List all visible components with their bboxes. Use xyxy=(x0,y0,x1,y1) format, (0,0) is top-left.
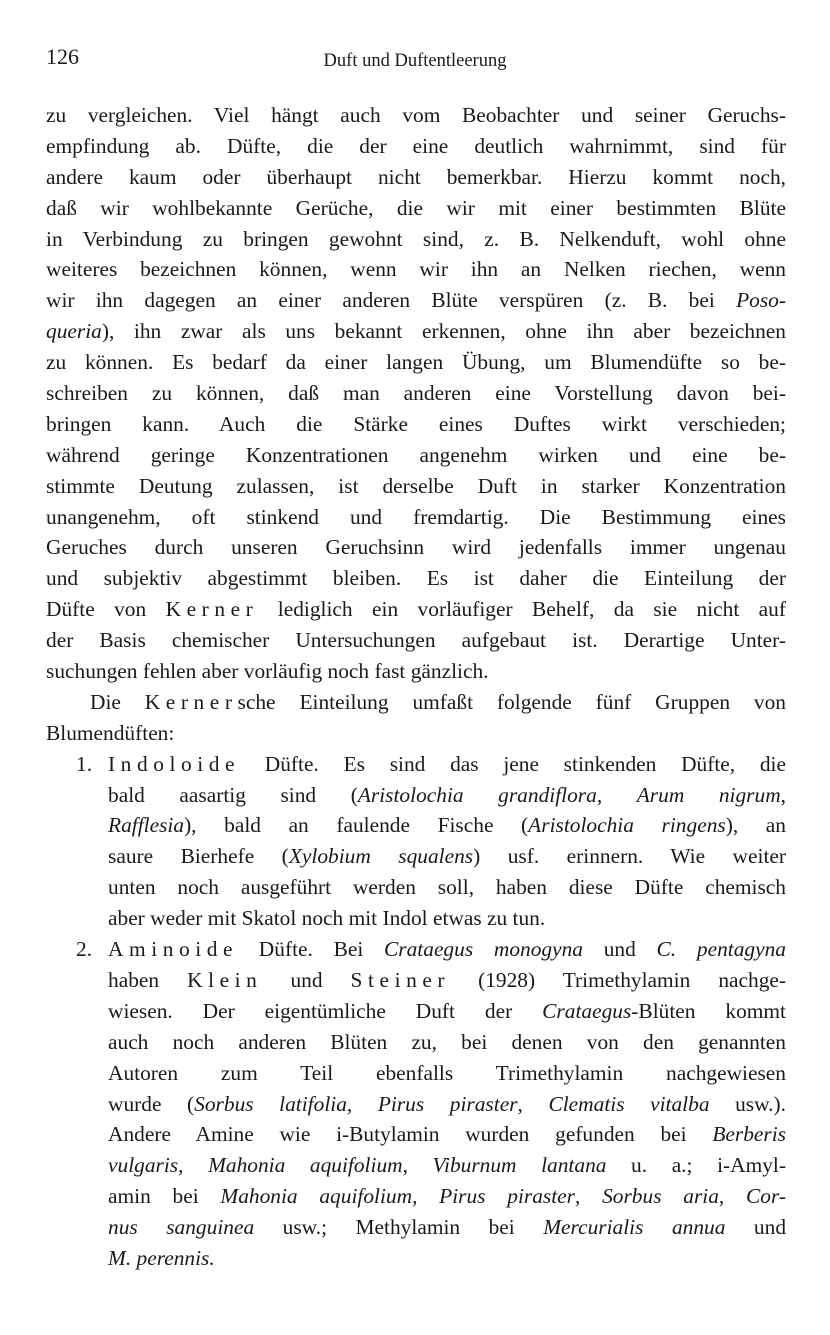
text-run: ), an xyxy=(725,813,786,838)
text-run: bringen kann. Auch die Stärke eines Duftes wirkt verschieden; xyxy=(46,411,786,436)
list-item-line xyxy=(46,1119,786,1150)
text-run: auch noch anderen Blüten zu, bei denen von den genannten xyxy=(108,1029,786,1054)
running-head: Duft und Duftentleerung xyxy=(323,51,507,71)
text-run: der Basis chemischer Untersuchungen aufgebaut ist. Derartige Unter- xyxy=(46,628,786,653)
text-run: , xyxy=(402,1153,433,1178)
text-run: Düfte. Es sind das jene stinkenden Düfte, die xyxy=(240,751,786,776)
spaced-name: Indoloide xyxy=(108,751,241,776)
text-run: und xyxy=(583,937,657,962)
text-line xyxy=(46,316,786,347)
text-line xyxy=(46,254,786,285)
list-item-line xyxy=(46,1089,786,1120)
italic-term: Sorbus latifolia xyxy=(194,1091,347,1116)
italic-term: Rafflesia xyxy=(108,813,185,838)
page-header xyxy=(46,44,784,76)
text-run: schreiben zu können, daß man anderen eine Vorstellung davon bei- xyxy=(46,381,786,406)
text-run: zu können. Es bedarf da einer langen Übung, um Blumendüfte so be- xyxy=(46,350,786,375)
text-run: Andere Amine wie i-Butylamin wurden gefunden bei xyxy=(108,1122,713,1147)
text-run: amin bei xyxy=(108,1184,221,1209)
italic-term: Viburnum lantana xyxy=(432,1153,607,1178)
text-run: Düfte. Bei xyxy=(238,937,385,962)
text-run: unten noch ausgeführt werden soll, haben diese Düfte chemisch xyxy=(108,875,786,900)
list-item-line xyxy=(46,934,786,965)
list-item-line xyxy=(46,1150,786,1181)
text-run: und xyxy=(725,1215,787,1240)
text-run: bald aasartig sind ( xyxy=(108,782,358,807)
text-line xyxy=(46,100,786,131)
text-run: suchungen fehlen aber vorläufig noch fast gänzlich. xyxy=(46,659,489,684)
text-line xyxy=(46,563,786,594)
text-run: ), bald an faulende Fische ( xyxy=(184,813,529,838)
text-run: und xyxy=(262,967,351,992)
text-run: , xyxy=(596,782,637,807)
italic-term: Cor- xyxy=(746,1184,786,1209)
text-run: , xyxy=(517,1091,549,1116)
italic-term: Berberis xyxy=(712,1122,786,1147)
list-item-line xyxy=(46,810,786,841)
text-run: aber weder mit Skatol noch mit Indol etwas zu tun. xyxy=(108,906,546,931)
italic-term: Poso- xyxy=(736,288,786,313)
text-run: Blumendüften: xyxy=(46,720,175,745)
list-item-line xyxy=(46,1058,786,1089)
text-line xyxy=(46,594,786,625)
text-run: andere kaum oder überhaupt nicht bemerkbar. Hierzu kommt noch, xyxy=(46,164,786,189)
text-run: Die xyxy=(90,689,145,714)
italic-term: Aristolochia ringens xyxy=(528,813,726,838)
list-item-line xyxy=(46,903,786,934)
text-line xyxy=(46,224,786,255)
italic-term: Sorbus aria xyxy=(602,1184,719,1209)
text-line xyxy=(46,502,786,533)
list-number: 2. xyxy=(76,937,93,962)
text-run: , xyxy=(412,1184,440,1209)
text-run: Geruches durch unseren Geruchsinn wird jedenfalls immer ungenau xyxy=(46,535,786,560)
italic-term: Pirus piraster xyxy=(439,1184,575,1209)
text-line xyxy=(46,625,786,656)
list-item-line xyxy=(46,1181,786,1212)
text-run: in Verbindung zu bringen gewohnt sind, z. B. Nelkenduft, wohl ohne xyxy=(46,226,786,251)
text-run: , xyxy=(575,1184,603,1209)
italic-term: Crataegus monogyna xyxy=(384,937,583,962)
text-line xyxy=(46,131,786,162)
text-run: u. a.; i-Amyl- xyxy=(606,1153,786,1178)
text-run: usw.; Methylamin bei xyxy=(254,1215,544,1240)
text-run: , xyxy=(178,1153,209,1178)
list-item-line xyxy=(46,780,786,811)
text-line xyxy=(46,440,786,471)
spaced-name: Kerner xyxy=(165,597,259,622)
body-text xyxy=(46,100,786,1274)
text-line xyxy=(46,471,786,502)
text-line xyxy=(46,532,786,563)
text-run: empfindung ab. Düfte, die der eine deutlich wahrnimmt, sind für xyxy=(46,133,786,158)
text-run: , xyxy=(780,782,786,807)
text-run: sche Einteilung umfaßt folgende fünf Gruppen von xyxy=(237,689,787,714)
text-run: haben xyxy=(108,967,188,992)
text-run: stimmte Deutung zulassen, ist derselbe Duft in starker Konzentration xyxy=(46,473,786,498)
text-line xyxy=(46,378,786,409)
text-run: wurde ( xyxy=(108,1091,195,1116)
text-line xyxy=(46,347,786,378)
italic-term: Mercurialis annua xyxy=(543,1215,726,1240)
list-item-line xyxy=(46,965,786,996)
italic-term: Arum nigrum xyxy=(636,782,781,807)
italic-term: C. pentagyna xyxy=(656,937,786,962)
text-run: und subjektiv abgestimmt bleiben. Es ist daher die Einteilung der xyxy=(46,566,786,591)
italic-term: Mahonia aquifolium xyxy=(220,1184,413,1209)
list-item-line xyxy=(46,841,786,872)
italic-term: Pirus piraster xyxy=(377,1091,518,1116)
text-run: Autoren zum Teil ebenfalls Trimethylamin nachgewiesen xyxy=(108,1060,786,1085)
list-item-line xyxy=(46,1027,786,1058)
spaced-name: Klein xyxy=(187,967,263,992)
italic-term: Clematis vitalba xyxy=(548,1091,710,1116)
italic-term: Crataegus xyxy=(542,998,632,1023)
spaced-name: Aminoide xyxy=(108,937,239,962)
text-line xyxy=(46,193,786,224)
text-run: wiesen. Der eigentümliche Duft der xyxy=(108,998,543,1023)
text-line xyxy=(46,687,786,718)
text-run: ), ihn zwar als uns bekannt erkennen, ohne ihn aber bezeichnen xyxy=(101,319,786,344)
text-run: unangenehm, oft stinkend und fremdartig. Die Bestimmung eines xyxy=(46,504,786,529)
italic-term: Xylobium squalens xyxy=(288,844,474,869)
text-line xyxy=(46,409,786,440)
text-run: , xyxy=(346,1091,378,1116)
italic-term: Mahonia aquifolium xyxy=(208,1153,403,1178)
italic-term: vulgaris xyxy=(108,1153,179,1178)
text-run: -Blüten kommt xyxy=(631,998,786,1023)
text-run: daß wir wohlbekannte Gerüche, die wir mit einer bestimmten Blüte xyxy=(46,195,786,220)
text-line xyxy=(46,718,786,749)
list-item-line xyxy=(46,996,786,1027)
spaced-name: Steiner xyxy=(350,967,451,992)
text-run: ) usf. erinnern. Wie weiter xyxy=(473,844,786,869)
page-number: 126 xyxy=(46,44,79,69)
list-number: 1. xyxy=(76,751,93,776)
list-item-line xyxy=(46,1212,786,1243)
text-run: lediglich ein vorläufiger Behelf, da sie nicht auf xyxy=(258,597,786,622)
text-run: , xyxy=(718,1184,747,1209)
italic-term: Aristolochia grandiflora xyxy=(357,782,597,807)
text-run: saure Bierhefe ( xyxy=(108,844,289,869)
text-run: usw.). xyxy=(709,1091,786,1116)
italic-term: nus sanguinea xyxy=(108,1215,255,1240)
text-run: zu vergleichen. Viel hängt auch vom Beobachter und seiner Geruchs- xyxy=(46,103,786,127)
text-run: (1928) Trimethylamin nachge- xyxy=(450,967,787,992)
text-line xyxy=(46,162,786,193)
italic-term: M. perennis. xyxy=(108,1245,215,1270)
spaced-name: Kerner xyxy=(144,689,238,714)
text-line xyxy=(46,285,786,316)
list-item-line xyxy=(46,749,786,780)
text-line xyxy=(46,656,786,687)
list-item-line xyxy=(46,1243,786,1274)
text-run: während geringe Konzentrationen angenehm wirken und eine be- xyxy=(46,442,786,467)
list-item-line xyxy=(46,872,786,903)
italic-term: queria xyxy=(46,319,102,344)
text-run: wir ihn dagegen an einer anderen Blüte verspüren (z. B. bei xyxy=(46,288,737,313)
text-run: Düfte von xyxy=(46,597,166,622)
text-run: weiteres bezeichnen können, wenn wir ihn an Nelken riechen, wenn xyxy=(46,257,786,282)
